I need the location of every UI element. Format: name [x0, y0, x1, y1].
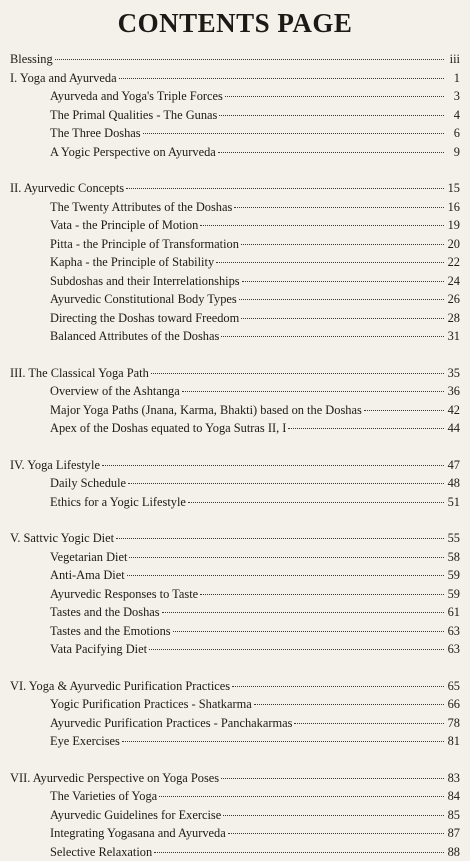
dot-leader: [294, 723, 444, 724]
toc-entry-title: Pitta - the Principle of Transformation: [50, 235, 239, 254]
toc-page-number: 44: [446, 419, 460, 438]
toc-entry-title: Tastes and the Doshas: [50, 603, 160, 622]
toc-page-number: 84: [446, 787, 460, 806]
toc-chapter[interactable]: [10, 529, 460, 548]
toc-page-number: 58: [446, 548, 460, 567]
toc-entry-title: Selective Relaxation: [50, 843, 152, 861]
toc-subentry[interactable]: [10, 253, 460, 272]
toc-subentry[interactable]: [10, 640, 460, 659]
toc-entry-title: Tastes and the Emotions: [50, 622, 171, 641]
toc-page-number: 22: [446, 253, 460, 272]
dot-leader: [149, 649, 444, 650]
section-gap: [10, 438, 460, 456]
toc-subentry[interactable]: [10, 585, 460, 604]
toc-page-number: 31: [446, 327, 460, 346]
toc-subentry[interactable]: [10, 603, 460, 622]
toc-subentry[interactable]: [10, 843, 460, 861]
dot-leader: [126, 188, 444, 189]
section-gap: [10, 659, 460, 677]
toc-page-number: 78: [446, 714, 460, 733]
toc-entry-title: Ayurveda and Yoga's Triple Forces: [50, 87, 223, 106]
toc-page-number: 48: [446, 474, 460, 493]
toc-chapter[interactable]: [10, 677, 460, 696]
dot-leader: [173, 631, 444, 632]
dot-leader: [219, 115, 444, 116]
toc-page-number: 55: [446, 529, 460, 548]
dot-leader: [288, 428, 444, 429]
dot-leader: [129, 557, 444, 558]
toc-entry-title: Vata Pacifying Diet: [50, 640, 147, 659]
toc-entry-title: Ayurvedic Responses to Taste: [50, 585, 198, 604]
dot-leader: [128, 483, 444, 484]
toc-page-number: 1: [446, 69, 460, 88]
dot-leader: [234, 207, 444, 208]
toc-subentry[interactable]: [10, 622, 460, 641]
toc-entry-title: Ayurvedic Constitutional Body Types: [50, 290, 237, 309]
toc-subentry[interactable]: [10, 566, 460, 585]
toc-entry-title: Major Yoga Paths (Jnana, Karma, Bhakti) based on the Doshas: [50, 401, 362, 420]
toc-page-number: 87: [446, 824, 460, 843]
toc-entry-title: Vata - the Principle of Motion: [50, 216, 198, 235]
toc-entry-title: Balanced Attributes of the Doshas: [50, 327, 219, 346]
toc-entry-title: The Three Doshas: [50, 124, 141, 143]
section-gap: [10, 511, 460, 529]
toc-chapter[interactable]: [10, 69, 460, 88]
dot-leader: [182, 391, 444, 392]
toc-chapter[interactable]: [10, 50, 460, 69]
dot-leader: [221, 336, 444, 337]
toc-entry-title: Overview of the Ashtanga: [50, 382, 180, 401]
toc-entry-title: Kapha - the Principle of Stability: [50, 253, 214, 272]
toc-subentry[interactable]: [10, 419, 460, 438]
toc-page-number: 15: [446, 179, 460, 198]
toc-page-number: 59: [446, 585, 460, 604]
dot-leader: [254, 704, 444, 705]
dot-leader: [162, 612, 444, 613]
toc-page-number: 88: [446, 843, 460, 861]
toc-entry-title: VII. Ayurvedic Perspective on Yoga Poses: [10, 769, 219, 788]
toc-subentry[interactable]: [10, 124, 460, 143]
toc-entry-title: V. Sattvic Yogic Diet: [10, 529, 114, 548]
toc-subentry[interactable]: [10, 732, 460, 751]
toc-entry-title: Daily Schedule: [50, 474, 126, 493]
dot-leader: [151, 373, 444, 374]
toc-entry-title: II. Ayurvedic Concepts: [10, 179, 124, 198]
toc-subentry[interactable]: [10, 290, 460, 309]
toc-entry-title: Vegetarian Diet: [50, 548, 127, 567]
section-gap: [10, 751, 460, 769]
toc-subentry[interactable]: [10, 493, 460, 512]
dot-leader: [119, 78, 444, 79]
table-of-contents: [10, 50, 460, 861]
toc-entry-title: III. The Classical Yoga Path: [10, 364, 149, 383]
toc-subentry[interactable]: [10, 714, 460, 733]
toc-subentry[interactable]: [10, 106, 460, 125]
toc-page-number: 3: [446, 87, 460, 106]
toc-subentry[interactable]: [10, 87, 460, 106]
toc-chapter[interactable]: [10, 179, 460, 198]
toc-subentry[interactable]: [10, 382, 460, 401]
toc-page-number: 6: [446, 124, 460, 143]
dot-leader: [221, 778, 444, 779]
toc-entry-title: Eye Exercises: [50, 732, 120, 751]
toc-entry-title: Integrating Yogasana and Ayurveda: [50, 824, 226, 843]
toc-page-number: 4: [446, 106, 460, 125]
toc-subentry[interactable]: [10, 401, 460, 420]
toc-page-number: 42: [446, 401, 460, 420]
toc-subentry[interactable]: [10, 824, 460, 843]
dot-leader: [159, 796, 444, 797]
dot-leader: [225, 96, 444, 97]
toc-page-number: 59: [446, 566, 460, 585]
dot-leader: [200, 594, 444, 595]
toc-page-number: 66: [446, 695, 460, 714]
toc-subentry[interactable]: [10, 198, 460, 217]
toc-entry-title: The Varieties of Yoga: [50, 787, 157, 806]
dot-leader: [216, 262, 444, 263]
section-gap: [10, 161, 460, 179]
toc-subentry[interactable]: [10, 474, 460, 493]
toc-page-number: 65: [446, 677, 460, 696]
toc-page-number: 24: [446, 272, 460, 291]
dot-leader: [223, 815, 444, 816]
section-gap: [10, 346, 460, 364]
toc-page-number: 85: [446, 806, 460, 825]
toc-entry-title: The Primal Qualities - The Gunas: [50, 106, 217, 125]
dot-leader: [239, 299, 444, 300]
toc-chapter[interactable]: [10, 364, 460, 383]
toc-entry-title: I. Yoga and Ayurveda: [10, 69, 117, 88]
toc-page-number: 35: [446, 364, 460, 383]
toc-entry-title: Directing the Doshas toward Freedom: [50, 309, 239, 328]
toc-chapter[interactable]: [10, 769, 460, 788]
toc-entry-title: VI. Yoga & Ayurvedic Purification Practices: [10, 677, 230, 696]
dot-leader: [122, 741, 444, 742]
toc-entry-title: Apex of the Doshas equated to Yoga Sutras II, I: [50, 419, 286, 438]
dot-leader: [200, 225, 444, 226]
toc-entry-title: Ayurvedic Purification Practices - Panchakarmas: [50, 714, 292, 733]
page-title: CONTENTS PAGE: [0, 8, 470, 39]
toc-page-number: 28: [446, 309, 460, 328]
dot-leader: [364, 410, 444, 411]
dot-leader: [241, 318, 444, 319]
toc-subentry[interactable]: [10, 327, 460, 346]
toc-subentry[interactable]: [10, 216, 460, 235]
dot-leader: [154, 852, 444, 853]
dot-leader: [188, 502, 444, 503]
dot-leader: [143, 133, 444, 134]
toc-subentry[interactable]: [10, 143, 460, 162]
dot-leader: [242, 281, 444, 282]
toc-entry-title: Ayurvedic Guidelines for Exercise: [50, 806, 221, 825]
toc-page-number: 63: [446, 640, 460, 659]
toc-page-number: 19: [446, 216, 460, 235]
toc-subentry[interactable]: [10, 806, 460, 825]
toc-page-number: 63: [446, 622, 460, 641]
toc-page-number: 9: [446, 143, 460, 162]
dot-leader: [228, 833, 444, 834]
dot-leader: [102, 465, 444, 466]
toc-page-number: 81: [446, 732, 460, 751]
toc-chapter[interactable]: [10, 456, 460, 475]
toc-page-number: iii: [446, 50, 460, 69]
toc-subentry[interactable]: [10, 695, 460, 714]
toc-page-number: 26: [446, 290, 460, 309]
toc-page-number: 83: [446, 769, 460, 788]
toc-entry-title: Yogic Purification Practices - Shatkarma: [50, 695, 252, 714]
toc-page-number: 36: [446, 382, 460, 401]
dot-leader: [241, 244, 444, 245]
toc-entry-title: Blessing: [10, 50, 53, 69]
toc-subentry[interactable]: [10, 272, 460, 291]
toc-page-number: 16: [446, 198, 460, 217]
dot-leader: [218, 152, 444, 153]
toc-entry-title: A Yogic Perspective on Ayurveda: [50, 143, 216, 162]
toc-entry-title: Subdoshas and their Interrelationships: [50, 272, 240, 291]
toc-subentry[interactable]: [10, 235, 460, 254]
toc-page-number: 47: [446, 456, 460, 475]
dot-leader: [127, 575, 444, 576]
toc-subentry[interactable]: [10, 787, 460, 806]
dot-leader: [55, 59, 444, 60]
toc-entry-title: Ethics for a Yogic Lifestyle: [50, 493, 186, 512]
dot-leader: [232, 686, 444, 687]
toc-page-number: 51: [446, 493, 460, 512]
toc-page-number: 20: [446, 235, 460, 254]
toc-subentry[interactable]: [10, 309, 460, 328]
toc-subentry[interactable]: [10, 548, 460, 567]
dot-leader: [116, 538, 444, 539]
toc-entry-title: IV. Yoga Lifestyle: [10, 456, 100, 475]
toc-entry-title: The Twenty Attributes of the Doshas: [50, 198, 232, 217]
toc-page-number: 61: [446, 603, 460, 622]
toc-entry-title: Anti-Ama Diet: [50, 566, 125, 585]
